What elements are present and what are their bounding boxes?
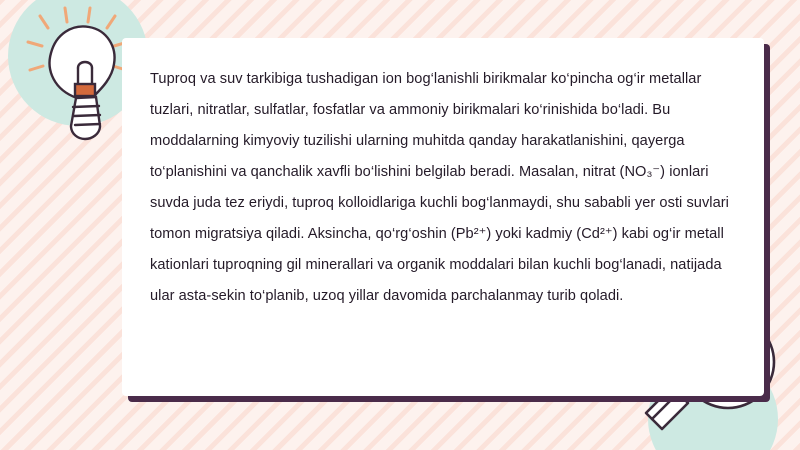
- content-card: [122, 38, 764, 396]
- body-paragraph: Tuproq va suv tarkibiga tushadigan ion bog‘lanishli birikmalar ko‘pincha og‘ir metallar tuzlari, nitratlar, sulfatlar, fosfatlar va ammoniy birikmalari ko‘rinishida bo‘ladi. Bu moddalarning kimyoviy tuzilishi ularning muhitda qanday harakatlanishini, qayerga to‘planishini va qanchalik xavfli bo‘lishini belgilab beradi. Masalan, nitrat (NO₃⁻) ionlari suvda juda tez eriydi, tuproq kolloidlariga kuchli bog‘lanmaydi, shu sababli yer osti suvlari tomon migratsiya qiladi. Aksincha, qo‘rg‘oshin (Pb²⁺) yoki kadmiy (Cd²⁺) kabi og‘ir metall kationlari tuproqning gil minerallari va organik moddalari bilan kuchli bog‘lanadi, natijada ular asta-sekin to‘planib, uzoq yillar davomida parchalanmay turib qoladi.: [150, 71, 734, 304]
